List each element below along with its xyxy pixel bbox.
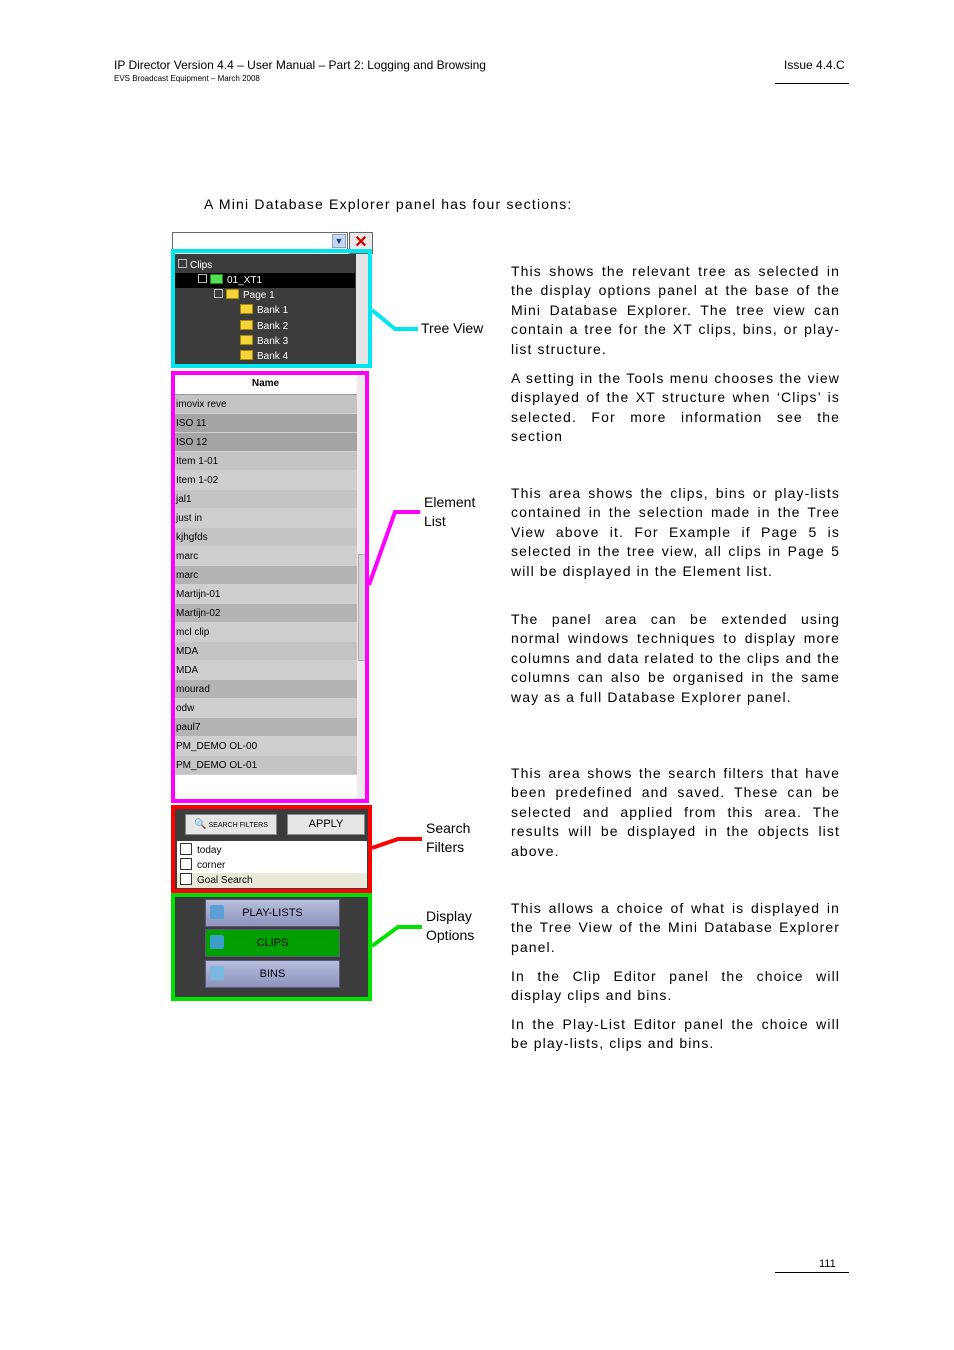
list-item[interactable]: MDA bbox=[174, 661, 357, 680]
playlist-editor-note: In the Play-List Editor panel the choice will be play-lists, clips and bins. bbox=[511, 1016, 840, 1052]
list-item[interactable]: MDA bbox=[174, 642, 357, 661]
tree-node-clips[interactable]: Clips bbox=[178, 258, 212, 273]
list-item[interactable]: just in bbox=[174, 509, 357, 528]
filter-item[interactable]: Goal Search bbox=[177, 873, 367, 888]
document-subtitle: EVS Broadcast Equipment – March 2008 bbox=[114, 74, 260, 83]
clips-option-button[interactable]: CLIPS bbox=[205, 929, 340, 957]
column-header-name[interactable]: Name bbox=[174, 374, 357, 395]
footer-rule bbox=[775, 1272, 849, 1273]
element-list-extend-note: The panel area can be extended using normal windows techniques to display more columns and data related to the clips and the columns can also be organised in the same way as a full Database Explorer panel. bbox=[511, 611, 840, 705]
close-icon[interactable]: ✕ bbox=[349, 232, 373, 254]
tree-node-bank[interactable]: Bank 3 bbox=[240, 334, 288, 349]
list-item[interactable]: ISO 11 bbox=[174, 414, 357, 433]
element-list-label-line2: List bbox=[424, 513, 446, 529]
filter-item[interactable]: corner bbox=[180, 858, 225, 873]
display-options-label-line1: Display bbox=[426, 908, 472, 924]
issue-number: Issue 4.4.C bbox=[784, 58, 845, 72]
list-item[interactable]: jal1 bbox=[174, 490, 357, 509]
element-list-description: This area shows the clips, bins or play-lists contained in the selection made in the Tree View above it. For Example if Page 5 is selected in the tree view, all clips in Page 5 will be displayed in the Element list. bbox=[511, 485, 840, 579]
display-options-description: This allows a choice of what is displayed in the Tree View of the Mini Database Explorer panel. bbox=[511, 900, 840, 955]
search-filters-label-line2: Filters bbox=[426, 839, 465, 855]
list-item[interactable]: marc bbox=[174, 566, 357, 585]
page-number: 111 bbox=[819, 1258, 836, 1270]
list-item[interactable]: Martijn-02 bbox=[174, 604, 357, 623]
document-title: IP Director Version 4.4 – User Manual – Part 2: Logging and Browsing bbox=[114, 58, 486, 72]
list-item[interactable]: mourad bbox=[174, 680, 357, 699]
magnifier-icon: 🔍 bbox=[194, 819, 207, 830]
element-list-label-line1: Element bbox=[424, 494, 476, 510]
tree-node-bank[interactable]: Bank 1 bbox=[240, 303, 288, 318]
chevron-down-icon[interactable]: ▼ bbox=[332, 234, 346, 248]
filter-item[interactable]: today bbox=[180, 843, 221, 858]
apply-button[interactable]: APPLY bbox=[287, 814, 365, 835]
clip-editor-note: In the Clip Editor panel the choice will display clips and bins. bbox=[511, 968, 840, 1004]
intro-text: A Mini Database Explorer panel has four sections: bbox=[204, 196, 573, 212]
list-item[interactable]: Item 1-01 bbox=[174, 452, 357, 471]
list-item[interactable]: ISO 12 bbox=[174, 433, 357, 452]
list-item[interactable]: paul7 bbox=[174, 718, 357, 737]
list-item[interactable]: Item 1-02 bbox=[174, 471, 357, 490]
list-item[interactable]: odw bbox=[174, 699, 357, 718]
display-options-label-line2: Options bbox=[426, 927, 475, 943]
search-filters-connector bbox=[372, 839, 422, 848]
tree-view-setting-note: A setting in the Tools menu chooses the view displayed of the XT structure when ‘Clips’ is selected. For more information see the section bbox=[511, 370, 840, 445]
tree-node-page[interactable]: Page 1 bbox=[214, 288, 275, 303]
tree-view-label: Tree View bbox=[421, 320, 484, 336]
search-filters-button[interactable]: 🔍 SEARCH FILTERS bbox=[185, 814, 277, 835]
tree-view-description: This shows the relevant tree as selected in the display options panel at the base of the Mini Database Explorer. The tree view can contain a tree for the XT clips, bins, or play-list structure. bbox=[511, 263, 840, 357]
list-item[interactable]: PM_DEMO OL-01 bbox=[174, 756, 357, 775]
list-item[interactable]: kjhgfds bbox=[174, 528, 357, 547]
tree-view-connector bbox=[372, 310, 418, 329]
list-item[interactable]: imovix reve bbox=[174, 395, 357, 414]
bins-option-button[interactable]: BINS bbox=[205, 960, 340, 988]
element-list-connector bbox=[369, 512, 420, 585]
list-item[interactable]: marc bbox=[174, 547, 357, 566]
tree-node-xt[interactable]: 01_XT1 bbox=[198, 273, 262, 288]
tree-node-bank[interactable]: Bank 2 bbox=[240, 319, 288, 334]
list-item[interactable]: mcl clip bbox=[174, 623, 357, 642]
tree-node-bank[interactable]: Bank 4 bbox=[240, 349, 288, 364]
list-item[interactable]: Martijn-01 bbox=[174, 585, 357, 604]
search-filters-label-line1: Search bbox=[426, 820, 471, 836]
playlists-option-button[interactable]: PLAY-LISTS bbox=[205, 899, 340, 927]
display-options-connector bbox=[372, 927, 422, 946]
list-item[interactable]: PM_DEMO OL-00 bbox=[174, 737, 357, 756]
search-filters-description: This area shows the search filters that have been predefined and saved. These can be selected and applied from this area. The results will be displayed in the objects list above. bbox=[511, 765, 840, 859]
